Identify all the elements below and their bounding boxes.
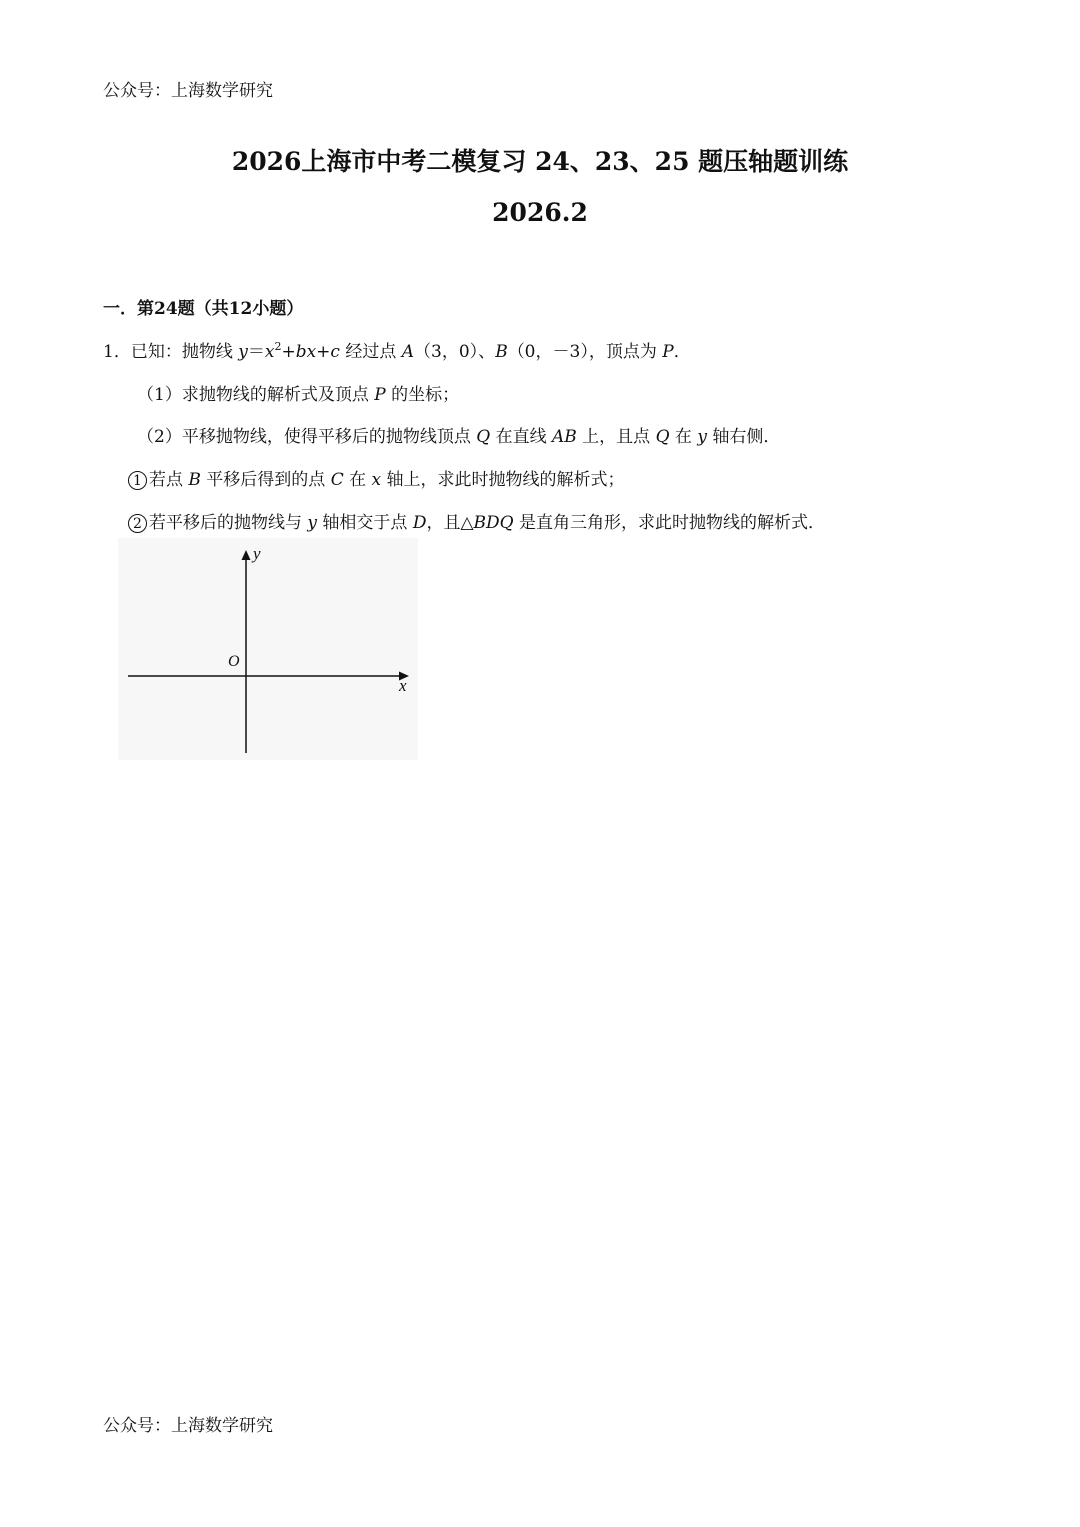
var-b: B (188, 470, 201, 490)
sub-text: 轴相交于点 (317, 513, 413, 533)
eq-x: x (264, 342, 275, 362)
eq-equals: ＝ (247, 342, 265, 362)
point-b: B (495, 342, 508, 362)
x-axis-label: x (399, 676, 407, 695)
sub-text: 若点 (149, 470, 189, 490)
sub-text: 若平移后的抛物线与 (149, 513, 308, 533)
var-c: C (330, 470, 344, 490)
stem-text: 经过点 (339, 342, 402, 362)
coordinate-diagram (118, 538, 418, 760)
var-q: Q (476, 427, 491, 447)
sub-text: 轴上，求此时抛物线的解析式； (381, 470, 625, 490)
eq-y: y (238, 342, 248, 362)
origin-label: O (228, 653, 240, 670)
header-source-note: 公众号：上海数学研究 (103, 81, 273, 101)
sub-text: 在 (343, 470, 372, 490)
sub-text: 平移后得到的点 (200, 470, 331, 490)
stem-text: 已知：抛物线 (130, 342, 239, 362)
sub-text: 是直角三角形，求此时抛物线的解析式． (513, 513, 826, 533)
problem-1-subpart-2 (128, 508, 825, 533)
var-bdq: BDQ (473, 513, 514, 533)
var-d: D (412, 513, 427, 533)
diagram-background (118, 538, 418, 760)
point-a: A (401, 342, 415, 362)
part-text: 平移抛物线，使得平移后的抛物线顶点 (181, 427, 477, 447)
footer-source-note: 公众号：上海数学研究 (103, 1416, 273, 1436)
part-text: 轴右侧． (706, 427, 781, 447)
eq-plus: + (281, 342, 296, 362)
part-text: 在直线 (490, 427, 552, 447)
var-ab: AB (551, 427, 577, 447)
var-p: P (374, 385, 386, 405)
problem-1-part-1 (137, 380, 459, 405)
circled-number-1: 1 (128, 471, 147, 490)
part-text: 上，且点 (576, 427, 656, 447)
part-label: （1） (137, 385, 182, 405)
var-x: x (371, 470, 382, 490)
sub-text: ，且△ (426, 513, 474, 533)
part-label: （2） (137, 427, 182, 447)
page-title: 2026上海市中考二模复习 24、23、25 题压轴题训练 (231, 147, 849, 176)
coord-a: （3，0）、 (414, 342, 496, 362)
section-heading: 一．第24题（共12小题） (103, 299, 304, 319)
page-date: 2026.2 (492, 198, 588, 227)
eq-exponent: 2 (274, 340, 282, 353)
circled-number-2: 2 (128, 514, 147, 533)
point-p: P (662, 342, 674, 362)
problem-1-part-2 (137, 422, 780, 447)
var-q: Q (655, 427, 670, 447)
coord-b: （0，－3），顶点为 (507, 342, 663, 362)
problem-number: 1． (103, 342, 131, 362)
problem-1-stem (103, 337, 691, 362)
var-y: y (307, 513, 318, 533)
part-text: 的坐标； (385, 385, 460, 405)
y-axis-label: y (253, 544, 261, 563)
eq-bx: bx (295, 342, 317, 362)
eq-c: c (330, 342, 340, 362)
eq-plus: + (316, 342, 331, 362)
part-text: 在 (669, 427, 698, 447)
problem-1-subpart-1 (128, 465, 625, 490)
part-text: 求抛物线的解析式及顶点 (181, 385, 375, 405)
stem-end: ． (673, 342, 691, 362)
var-y: y (697, 427, 707, 447)
